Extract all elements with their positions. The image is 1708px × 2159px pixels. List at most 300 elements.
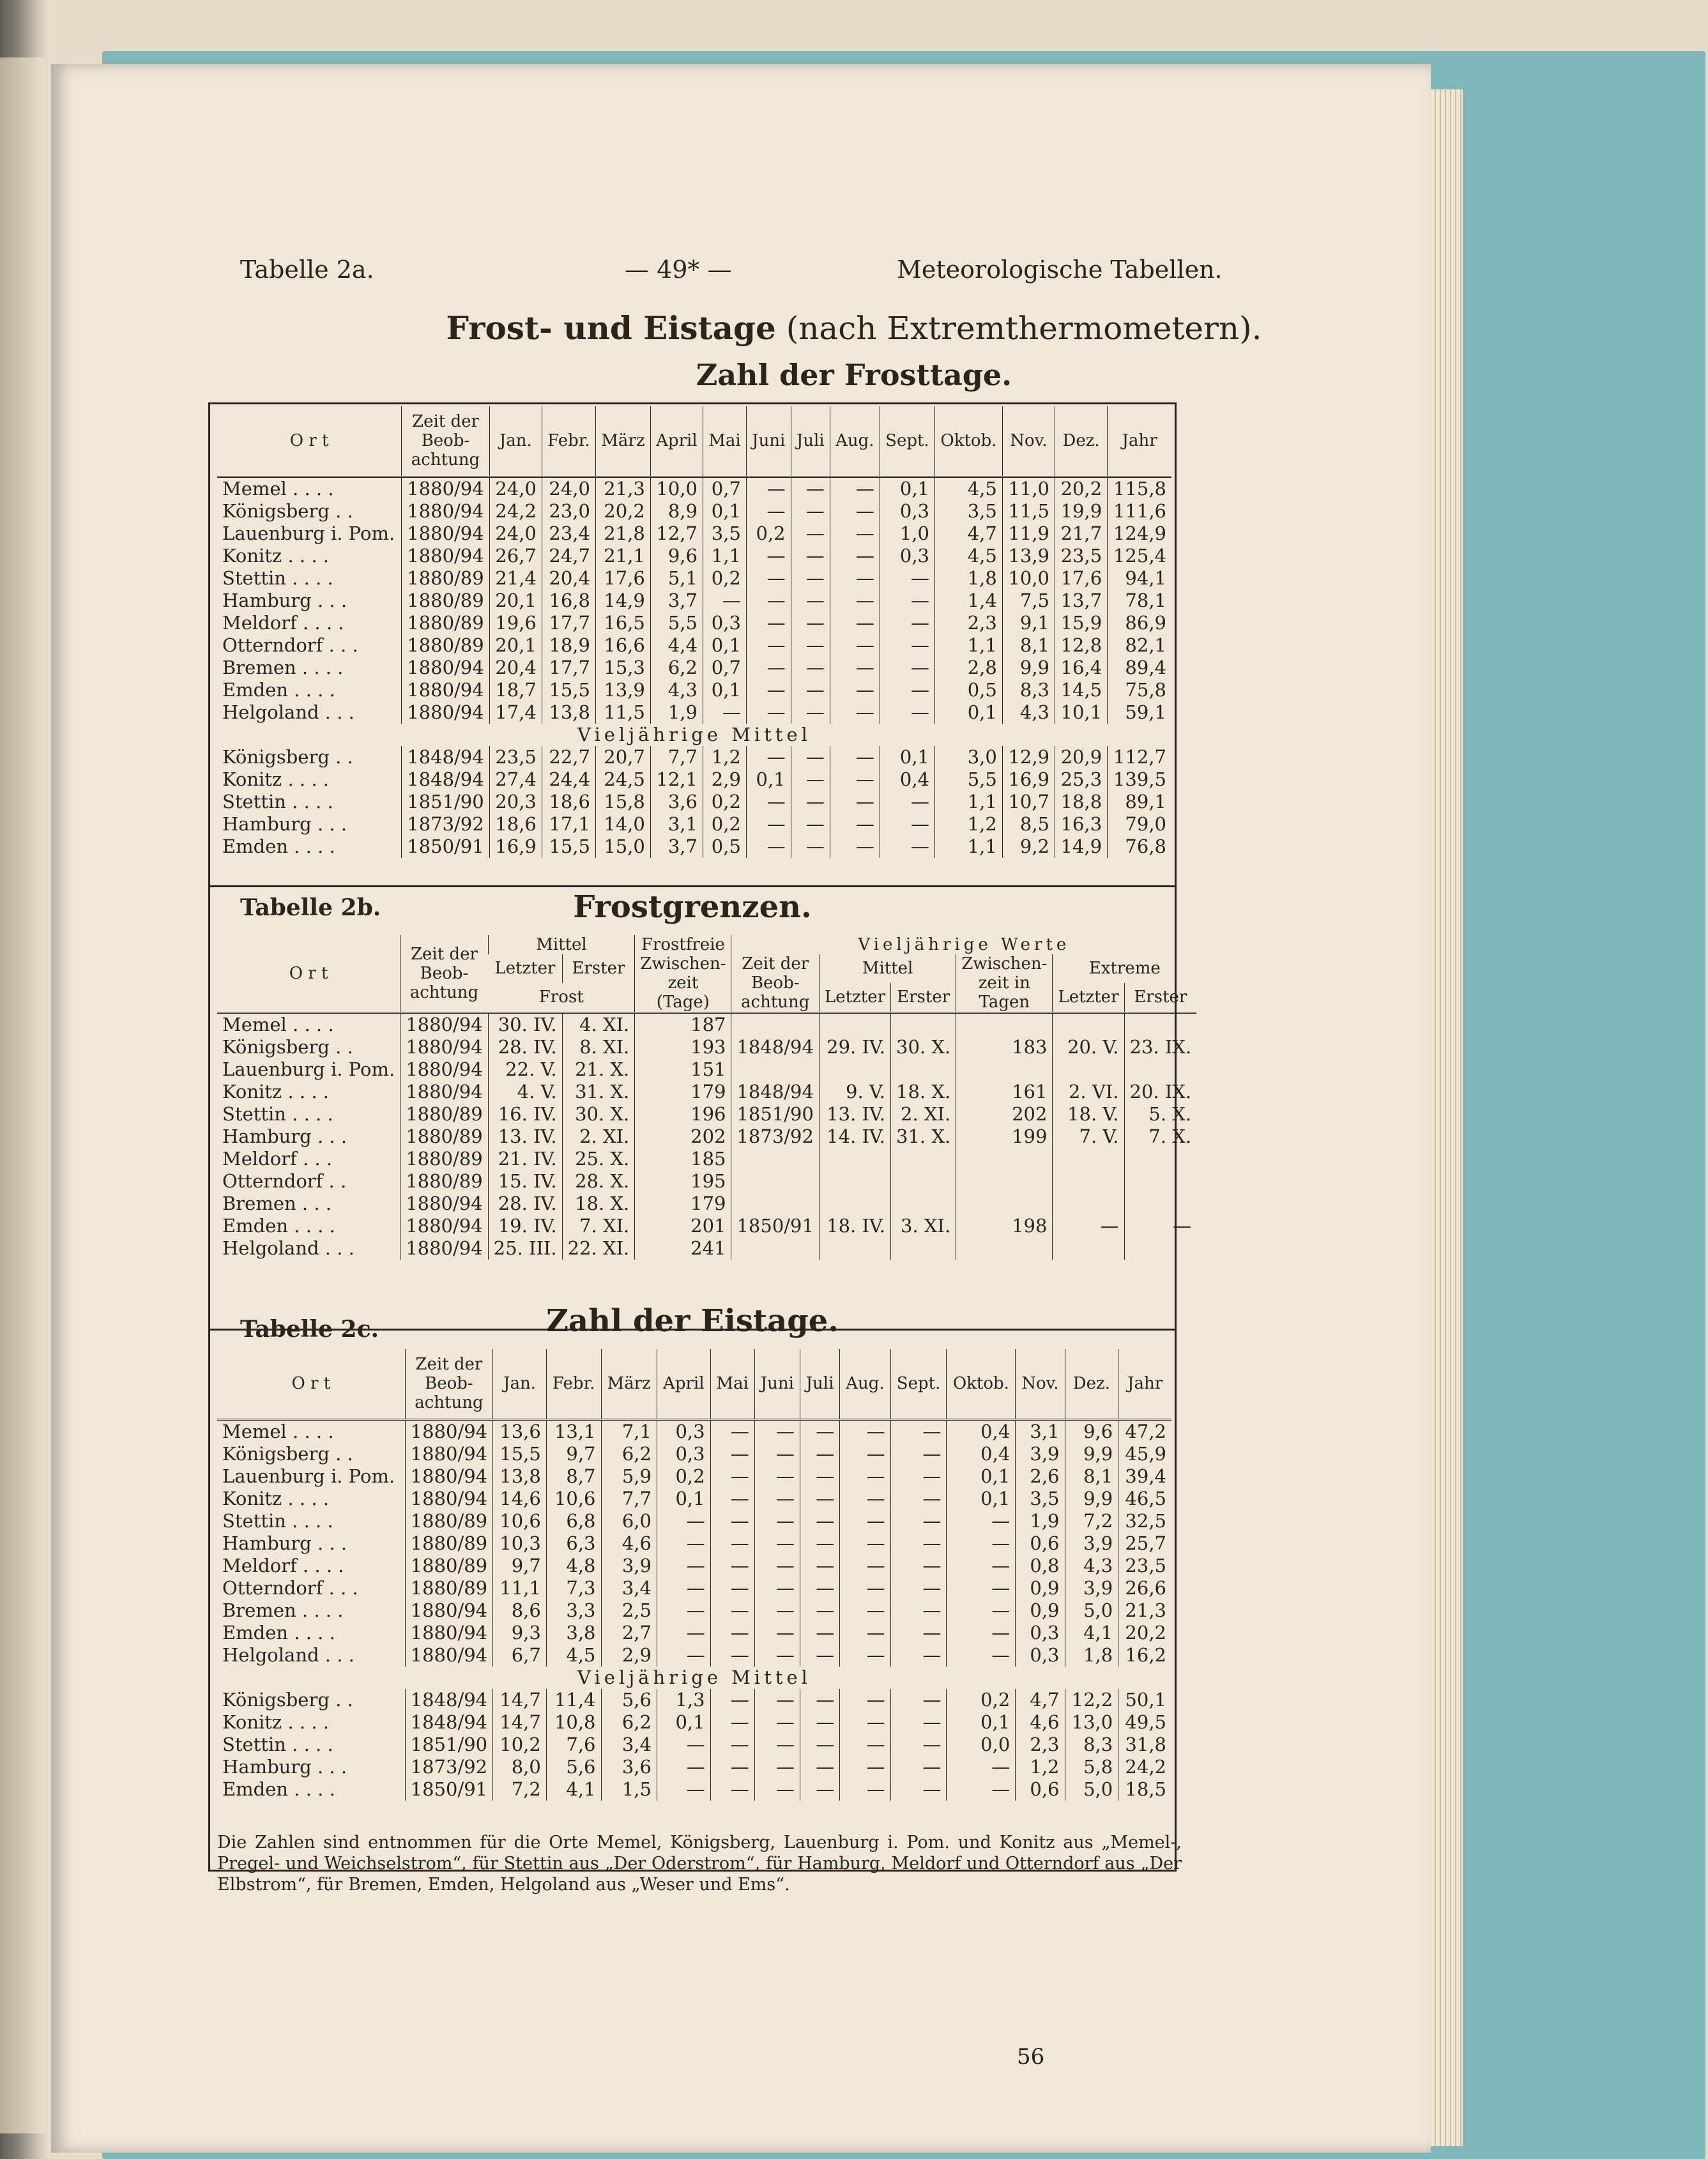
value-cell: 0,3 bbox=[703, 612, 746, 634]
value-cell: — bbox=[880, 590, 934, 612]
value-cell: 9,1 bbox=[1002, 612, 1055, 634]
value-cell: — bbox=[710, 1532, 754, 1555]
value-cell: 10,6 bbox=[493, 1510, 547, 1532]
value-cell: — bbox=[890, 1555, 947, 1577]
value-cell: 8. XI. bbox=[562, 1036, 635, 1058]
table-row bbox=[217, 1148, 1196, 1170]
value-cell: — bbox=[830, 500, 880, 523]
value-cell: 8,5 bbox=[1002, 813, 1055, 835]
value-cell: 6,3 bbox=[546, 1532, 601, 1555]
col-nov: Nov. bbox=[1002, 406, 1055, 477]
value-cell: 20. V. bbox=[1053, 1036, 1124, 1058]
place-cell: Bremen . . . . bbox=[222, 656, 344, 678]
value-cell bbox=[1053, 1058, 1124, 1081]
value-cell: 1848/94 bbox=[731, 1036, 819, 1058]
value-cell: 47,2 bbox=[1118, 1419, 1171, 1443]
value-cell: 7,1 bbox=[601, 1419, 657, 1443]
value-cell: 25,3 bbox=[1055, 768, 1108, 791]
col-zeit: Zeit der Beob-achtung bbox=[402, 406, 489, 477]
value-cell: 16,4 bbox=[1055, 657, 1108, 679]
table-row bbox=[217, 1488, 1171, 1510]
value-cell: 3,1 bbox=[650, 813, 703, 835]
value-cell: 115,8 bbox=[1108, 477, 1171, 500]
value-cell: 15,0 bbox=[595, 835, 650, 858]
value-cell bbox=[956, 1013, 1053, 1037]
col-okt: Oktob. bbox=[935, 406, 1003, 477]
value-cell bbox=[956, 1058, 1053, 1081]
value-cell: 76,8 bbox=[1108, 835, 1171, 858]
value-cell: — bbox=[880, 701, 934, 724]
value-cell bbox=[956, 1170, 1053, 1193]
value-cell: 1,1 bbox=[703, 545, 746, 567]
value-cell: 6,7 bbox=[493, 1644, 547, 1667]
value-cell: 1880/94 bbox=[400, 1237, 488, 1260]
table-row bbox=[217, 791, 1171, 813]
value-cell: 2. XI. bbox=[891, 1103, 956, 1125]
value-cell: 23,5 bbox=[1055, 545, 1108, 567]
value-cell: 15,9 bbox=[1055, 612, 1108, 634]
value-cell: 7,7 bbox=[650, 746, 703, 768]
value-cell: 0,6 bbox=[1016, 1778, 1065, 1801]
table-row bbox=[217, 523, 1171, 545]
t2c-sub bbox=[217, 1667, 1171, 1689]
value-cell: — bbox=[791, 791, 830, 813]
value-cell: 5,1 bbox=[650, 567, 703, 590]
page-number: 56 bbox=[1017, 2044, 1045, 2070]
value-cell: — bbox=[754, 1778, 800, 1801]
value-cell: 4,5 bbox=[935, 477, 1003, 500]
value-cell: — bbox=[890, 1778, 947, 1801]
value-cell: — bbox=[830, 835, 880, 858]
value-cell: 12,2 bbox=[1065, 1689, 1118, 1711]
value-cell: — bbox=[791, 835, 830, 858]
value-cell bbox=[819, 1058, 890, 1081]
value-cell: 11,5 bbox=[1002, 500, 1055, 523]
value-cell: — bbox=[880, 813, 934, 835]
value-cell: 14,7 bbox=[493, 1689, 547, 1711]
value-cell: 1880/94 bbox=[405, 1644, 492, 1667]
table-row bbox=[217, 1577, 1171, 1599]
value-cell: — bbox=[710, 1488, 754, 1510]
value-cell: 0,3 bbox=[1016, 1644, 1065, 1667]
table-row bbox=[217, 1237, 1196, 1260]
place-cell: Königsberg . . bbox=[222, 1036, 353, 1058]
value-cell: 17,6 bbox=[1055, 567, 1108, 590]
value-cell: 75,8 bbox=[1108, 679, 1171, 701]
value-cell: 1880/94 bbox=[400, 1058, 488, 1081]
value-cell: 6,2 bbox=[601, 1443, 657, 1465]
value-cell: — bbox=[947, 1599, 1016, 1622]
value-cell: — bbox=[890, 1488, 947, 1510]
value-cell: 7,2 bbox=[493, 1778, 547, 1801]
c-col-nov: Nov. bbox=[1016, 1349, 1065, 1419]
value-cell: 0,5 bbox=[935, 679, 1003, 701]
value-cell: 10,3 bbox=[493, 1532, 547, 1555]
table-row bbox=[217, 1532, 1171, 1555]
value-cell: — bbox=[800, 1711, 839, 1734]
ice-days-table bbox=[217, 1349, 1171, 1801]
value-cell: — bbox=[754, 1419, 800, 1443]
value-cell: — bbox=[710, 1443, 754, 1465]
value-cell: 1880/89 bbox=[405, 1532, 492, 1555]
value-cell: 1,2 bbox=[1016, 1756, 1065, 1778]
value-cell bbox=[819, 1148, 890, 1170]
value-cell: 1,1 bbox=[935, 634, 1003, 657]
b-col-frostfreie: Frostfreie Zwischen-zeit (Tage) bbox=[635, 935, 731, 1013]
value-cell: 4,6 bbox=[1016, 1711, 1065, 1734]
value-cell bbox=[731, 1193, 819, 1215]
value-cell: — bbox=[840, 1756, 890, 1778]
value-cell: 23,0 bbox=[542, 500, 595, 523]
value-cell: 2,3 bbox=[935, 612, 1003, 634]
value-cell: 0,1 bbox=[947, 1711, 1016, 1734]
value-cell: 4,6 bbox=[601, 1532, 657, 1555]
value-cell: 0,2 bbox=[703, 567, 746, 590]
value-cell: — bbox=[754, 1711, 800, 1734]
value-cell bbox=[956, 1237, 1053, 1260]
value-cell: 1880/94 bbox=[402, 477, 489, 500]
col-mar: März bbox=[595, 406, 650, 477]
value-cell: 50,1 bbox=[1118, 1689, 1171, 1711]
table-row bbox=[217, 1555, 1171, 1577]
table-row bbox=[217, 1644, 1171, 1667]
value-cell: 30. IV. bbox=[488, 1013, 562, 1037]
value-cell bbox=[1124, 1013, 1196, 1037]
value-cell: 112,7 bbox=[1108, 746, 1171, 768]
value-cell: 5. X. bbox=[1124, 1103, 1196, 1125]
value-cell: — bbox=[791, 634, 830, 657]
value-cell: — bbox=[710, 1644, 754, 1667]
value-cell: 15,5 bbox=[542, 835, 595, 858]
header-center: — 49* — bbox=[625, 256, 732, 284]
value-cell: — bbox=[830, 657, 880, 679]
value-cell: 18,5 bbox=[1118, 1778, 1171, 1801]
value-cell: 19. IV. bbox=[488, 1215, 562, 1237]
value-cell: 27,4 bbox=[489, 768, 542, 791]
value-cell: — bbox=[890, 1756, 947, 1778]
value-cell: 1880/94 bbox=[402, 500, 489, 523]
value-cell: 4,7 bbox=[935, 523, 1003, 545]
value-cell: 24,7 bbox=[542, 545, 595, 567]
value-cell: 0,4 bbox=[947, 1419, 1016, 1443]
value-cell: 3,6 bbox=[601, 1756, 657, 1778]
value-cell: 0,1 bbox=[935, 701, 1003, 724]
value-cell bbox=[891, 1170, 956, 1193]
table-row bbox=[217, 1465, 1171, 1488]
value-cell bbox=[731, 1013, 819, 1037]
value-cell: 4,5 bbox=[935, 545, 1003, 567]
value-cell: 4,3 bbox=[1002, 701, 1055, 724]
value-cell: 14,9 bbox=[595, 590, 650, 612]
value-cell: 20,2 bbox=[1055, 477, 1108, 500]
value-cell: 9,3 bbox=[493, 1622, 547, 1644]
value-cell: — bbox=[754, 1599, 800, 1622]
value-cell: 24,5 bbox=[595, 768, 650, 791]
value-cell: 8,1 bbox=[1002, 634, 1055, 657]
value-cell: — bbox=[791, 657, 830, 679]
value-cell: — bbox=[657, 1555, 710, 1577]
value-cell: — bbox=[791, 679, 830, 701]
value-cell: 8,3 bbox=[1065, 1734, 1118, 1756]
value-cell: 1880/94 bbox=[402, 523, 489, 545]
value-cell: 7,3 bbox=[546, 1577, 601, 1599]
value-cell: 0,3 bbox=[657, 1419, 710, 1443]
value-cell: 3,1 bbox=[1016, 1419, 1065, 1443]
value-cell: 1880/94 bbox=[400, 1013, 488, 1037]
value-cell: 39,4 bbox=[1118, 1465, 1171, 1488]
value-cell: — bbox=[754, 1689, 800, 1711]
value-cell: 32,5 bbox=[1118, 1510, 1171, 1532]
value-cell: 26,6 bbox=[1118, 1577, 1171, 1599]
value-cell: — bbox=[746, 477, 791, 500]
table-row bbox=[217, 679, 1171, 701]
value-cell: 18. X. bbox=[562, 1193, 635, 1215]
frost-limits-table bbox=[217, 935, 1196, 1260]
b-col-zwischen: Zwischen-zeit in Tagen bbox=[956, 954, 1053, 1013]
value-cell: 18,7 bbox=[489, 679, 542, 701]
value-cell: 4,1 bbox=[1065, 1622, 1118, 1644]
value-cell: — bbox=[746, 791, 791, 813]
value-cell: 1848/94 bbox=[402, 746, 489, 768]
value-cell: 1880/89 bbox=[405, 1555, 492, 1577]
value-cell: 18,6 bbox=[489, 813, 542, 835]
t2b-head bbox=[217, 935, 1196, 1013]
table-row bbox=[217, 477, 1171, 500]
value-cell bbox=[1053, 1148, 1124, 1170]
place-cell: Stettin . . . . bbox=[222, 1733, 333, 1755]
place-cell: Bremen . . . bbox=[222, 1193, 332, 1214]
value-cell: 31,8 bbox=[1118, 1734, 1171, 1756]
value-cell: — bbox=[800, 1577, 839, 1599]
col-feb: Febr. bbox=[542, 406, 595, 477]
value-cell: 3,4 bbox=[601, 1734, 657, 1756]
value-cell: 0,1 bbox=[657, 1488, 710, 1510]
value-cell: — bbox=[840, 1622, 890, 1644]
value-cell: 202 bbox=[635, 1125, 731, 1148]
value-cell: 1880/89 bbox=[405, 1577, 492, 1599]
t2c-head bbox=[217, 1349, 1171, 1419]
value-cell: — bbox=[840, 1599, 890, 1622]
value-cell: 198 bbox=[956, 1215, 1053, 1237]
value-cell: — bbox=[710, 1711, 754, 1734]
value-cell: 20,7 bbox=[595, 746, 650, 768]
value-cell bbox=[819, 1170, 890, 1193]
table-row bbox=[217, 1215, 1196, 1237]
value-cell: — bbox=[840, 1419, 890, 1443]
c-col-ort: O r t bbox=[291, 1374, 331, 1394]
value-cell: 3,5 bbox=[935, 500, 1003, 523]
value-cell bbox=[1053, 1237, 1124, 1260]
value-cell: 1,8 bbox=[935, 567, 1003, 590]
value-cell: 0,9 bbox=[1016, 1577, 1065, 1599]
value-cell: — bbox=[746, 634, 791, 657]
value-cell: 1850/91 bbox=[402, 835, 489, 858]
value-cell: — bbox=[754, 1510, 800, 1532]
value-cell: — bbox=[710, 1419, 754, 1443]
value-cell: — bbox=[890, 1711, 947, 1734]
value-cell bbox=[819, 1193, 890, 1215]
value-cell: — bbox=[657, 1644, 710, 1667]
value-cell: 4,4 bbox=[650, 634, 703, 657]
table-row bbox=[217, 1193, 1196, 1215]
value-cell: — bbox=[754, 1555, 800, 1577]
value-cell: — bbox=[800, 1510, 839, 1532]
value-cell: — bbox=[710, 1689, 754, 1711]
value-cell: 4. XI. bbox=[562, 1013, 635, 1037]
value-cell: — bbox=[947, 1577, 1016, 1599]
value-cell: 9,9 bbox=[1065, 1488, 1118, 1510]
value-cell: 3,7 bbox=[650, 590, 703, 612]
col-mai: Mai bbox=[703, 406, 746, 477]
value-cell: 1848/94 bbox=[405, 1711, 492, 1734]
value-cell: 1873/92 bbox=[402, 813, 489, 835]
value-cell: — bbox=[791, 545, 830, 567]
value-cell: — bbox=[1053, 1215, 1124, 1237]
value-cell: 187 bbox=[635, 1013, 731, 1037]
value-cell: 18,8 bbox=[1055, 791, 1108, 813]
value-cell: 2,8 bbox=[935, 657, 1003, 679]
place-cell: Konitz . . . . bbox=[222, 1487, 329, 1509]
col-ort: O r t bbox=[289, 431, 329, 451]
value-cell: 1880/89 bbox=[400, 1170, 488, 1193]
value-cell: 82,1 bbox=[1108, 634, 1171, 657]
value-cell: 15,8 bbox=[595, 791, 650, 813]
value-cell: 1851/90 bbox=[731, 1103, 819, 1125]
value-cell: 4,8 bbox=[546, 1555, 601, 1577]
c-col-okt: Oktob. bbox=[947, 1349, 1016, 1419]
value-cell bbox=[1053, 1193, 1124, 1215]
value-cell: 8,1 bbox=[1065, 1465, 1118, 1488]
value-cell: — bbox=[830, 567, 880, 590]
value-cell: — bbox=[710, 1555, 754, 1577]
value-cell: 24,4 bbox=[542, 768, 595, 791]
value-cell: 15,5 bbox=[542, 679, 595, 701]
c-col-aug: Aug. bbox=[840, 1349, 890, 1419]
place-cell: Lauenburg i. Pom. bbox=[222, 1058, 395, 1080]
value-cell: 0,4 bbox=[947, 1443, 1016, 1465]
value-cell: — bbox=[947, 1622, 1016, 1644]
value-cell: 30. X. bbox=[562, 1103, 635, 1125]
value-cell: 0,8 bbox=[1016, 1555, 1065, 1577]
place-cell: Emden . . . . bbox=[222, 678, 335, 701]
value-cell: 3,9 bbox=[1016, 1443, 1065, 1465]
value-cell: 14,7 bbox=[493, 1711, 547, 1734]
value-cell: 17,7 bbox=[542, 657, 595, 679]
value-cell: 5,6 bbox=[601, 1689, 657, 1711]
value-cell: 15,3 bbox=[595, 657, 650, 679]
t2b-label: Tabelle 2b. bbox=[240, 894, 381, 921]
value-cell: 3,9 bbox=[601, 1555, 657, 1577]
c-col-jahr: Jahr bbox=[1118, 1349, 1171, 1419]
value-cell: — bbox=[710, 1510, 754, 1532]
value-cell: — bbox=[746, 657, 791, 679]
place-cell: Konitz . . . . bbox=[222, 1081, 329, 1102]
value-cell: — bbox=[830, 545, 880, 567]
col-aug: Aug. bbox=[830, 406, 880, 477]
value-cell: 1880/89 bbox=[400, 1103, 488, 1125]
value-cell: 0,2 bbox=[947, 1689, 1016, 1711]
value-cell bbox=[891, 1058, 956, 1081]
value-cell: 1880/89 bbox=[400, 1125, 488, 1148]
value-cell: 2,5 bbox=[601, 1599, 657, 1622]
table-row bbox=[217, 768, 1171, 791]
value-cell: — bbox=[657, 1778, 710, 1801]
value-cell: — bbox=[746, 746, 791, 768]
value-cell: 17,4 bbox=[489, 701, 542, 724]
value-cell: 21,7 bbox=[1055, 523, 1108, 545]
value-cell bbox=[819, 1237, 890, 1260]
b-col-ort: O r t bbox=[289, 964, 328, 983]
value-cell: — bbox=[890, 1419, 947, 1443]
value-cell: — bbox=[830, 813, 880, 835]
value-cell: — bbox=[746, 679, 791, 701]
place-cell: Emden . . . . bbox=[222, 1215, 335, 1237]
value-cell: — bbox=[800, 1778, 839, 1801]
table-row bbox=[217, 1689, 1171, 1711]
value-cell: 0,3 bbox=[880, 500, 934, 523]
value-cell: 1,1 bbox=[935, 791, 1003, 813]
c-col-mai: Mai bbox=[710, 1349, 754, 1419]
value-cell: 7. XI. bbox=[562, 1215, 635, 1237]
value-cell: — bbox=[791, 567, 830, 590]
value-cell: 31. X. bbox=[562, 1081, 635, 1103]
value-cell: — bbox=[791, 612, 830, 634]
value-cell bbox=[1124, 1237, 1196, 1260]
value-cell: — bbox=[830, 477, 880, 500]
t2c-label: Tabelle 2c. bbox=[240, 1316, 379, 1343]
value-cell: 24,2 bbox=[489, 500, 542, 523]
value-cell bbox=[819, 1013, 890, 1037]
value-cell: — bbox=[746, 701, 791, 724]
value-cell: 3,7 bbox=[650, 835, 703, 858]
value-cell: 0,2 bbox=[746, 523, 791, 545]
value-cell: 7. V. bbox=[1053, 1125, 1124, 1148]
value-cell: 2,9 bbox=[601, 1644, 657, 1667]
value-cell: 20,4 bbox=[489, 657, 542, 679]
value-cell bbox=[891, 1237, 956, 1260]
value-cell: 22. XI. bbox=[562, 1237, 635, 1260]
value-cell: 17,1 bbox=[542, 813, 595, 835]
value-cell: — bbox=[830, 791, 880, 813]
value-cell: 14,6 bbox=[493, 1488, 547, 1510]
c-col-sep: Sept. bbox=[890, 1349, 947, 1419]
place-cell: Königsberg . . bbox=[222, 1688, 353, 1711]
value-cell: 86,9 bbox=[1108, 612, 1171, 634]
value-cell: — bbox=[754, 1734, 800, 1756]
place-cell: Stettin . . . . bbox=[222, 1509, 333, 1532]
value-cell: 16,9 bbox=[489, 835, 542, 858]
value-cell: — bbox=[746, 567, 791, 590]
place-cell: Otterndorf . . bbox=[222, 1170, 347, 1192]
value-cell: 1,9 bbox=[1016, 1510, 1065, 1532]
main-title-rest: (nach Extremthermometern). bbox=[786, 310, 1262, 347]
value-cell: 21,8 bbox=[595, 523, 650, 545]
value-cell: 1873/92 bbox=[405, 1756, 492, 1778]
value-cell: — bbox=[880, 657, 934, 679]
value-cell bbox=[891, 1193, 956, 1215]
place-cell: Königsberg . . bbox=[222, 1442, 353, 1465]
place-cell: Konitz . . . . bbox=[222, 768, 329, 790]
value-cell: — bbox=[754, 1756, 800, 1778]
t2c-subheading: Vieljährige Mittel bbox=[577, 1666, 811, 1688]
value-cell: 1851/90 bbox=[402, 791, 489, 813]
value-cell: — bbox=[890, 1622, 947, 1644]
t2a-body bbox=[217, 477, 1171, 724]
t2c-body bbox=[217, 1419, 1171, 1667]
place-cell: Konitz . . . . bbox=[222, 544, 329, 567]
table-row bbox=[217, 1599, 1171, 1622]
value-cell bbox=[956, 1148, 1053, 1170]
